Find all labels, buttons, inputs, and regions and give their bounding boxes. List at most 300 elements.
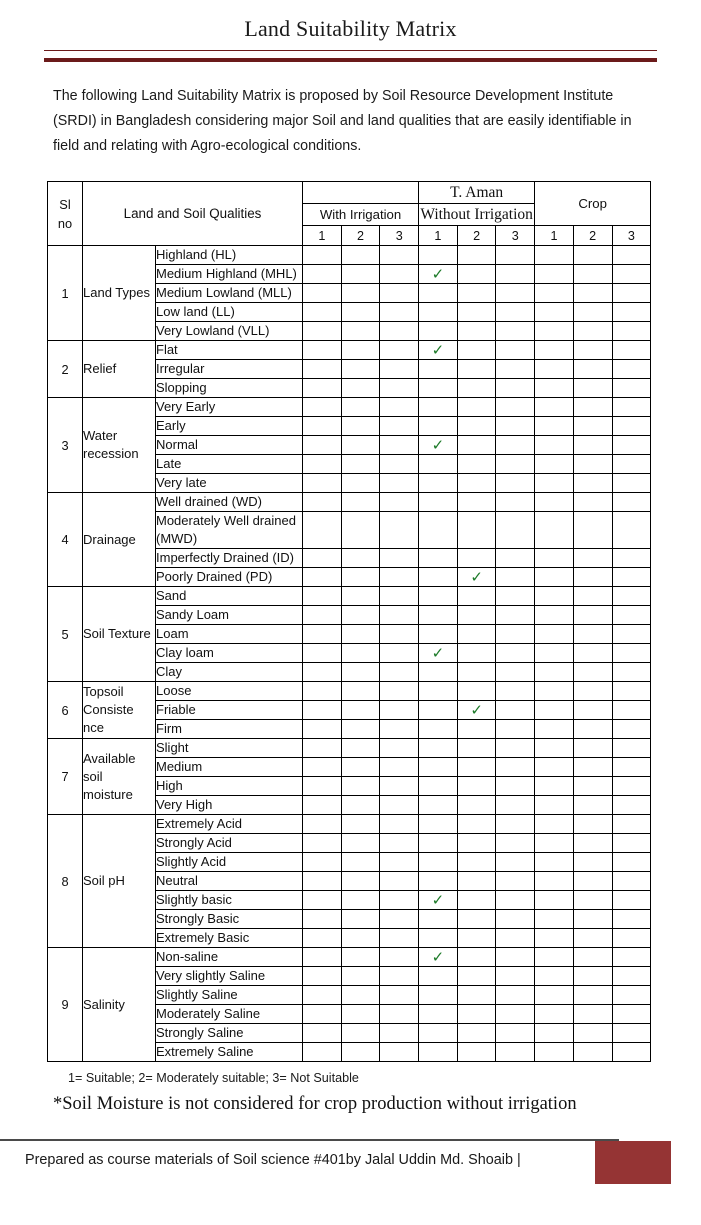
suitability-empty-cell[interactable] (573, 644, 612, 663)
suitability-empty-cell[interactable] (303, 265, 342, 284)
suitability-empty-cell[interactable] (496, 891, 535, 910)
suitability-empty-cell[interactable] (496, 853, 535, 872)
suitability-empty-cell[interactable] (535, 417, 574, 436)
suitability-empty-cell[interactable] (535, 891, 574, 910)
suitability-empty-cell[interactable] (457, 303, 496, 322)
suitability-empty-cell[interactable] (535, 436, 574, 455)
suitability-empty-cell[interactable] (303, 948, 342, 967)
suitability-empty-cell[interactable] (573, 455, 612, 474)
suitability-empty-cell[interactable] (303, 872, 342, 891)
suitability-checkmark-cell[interactable] (457, 701, 496, 720)
suitability-empty-cell[interactable] (612, 663, 651, 682)
suitability-empty-cell[interactable] (573, 303, 612, 322)
suitability-empty-cell[interactable] (573, 436, 612, 455)
suitability-empty-cell[interactable] (612, 606, 651, 625)
suitability-empty-cell[interactable] (457, 474, 496, 493)
suitability-empty-cell[interactable] (341, 986, 380, 1005)
suitability-empty-cell[interactable] (419, 853, 458, 872)
suitability-empty-cell[interactable] (341, 834, 380, 853)
suitability-empty-cell[interactable] (380, 872, 419, 891)
suitability-empty-cell[interactable] (496, 834, 535, 853)
suitability-empty-cell[interactable] (535, 739, 574, 758)
suitability-empty-cell[interactable] (303, 986, 342, 1005)
suitability-empty-cell[interactable] (573, 1005, 612, 1024)
suitability-empty-cell[interactable] (341, 587, 380, 606)
suitability-empty-cell[interactable] (573, 701, 612, 720)
suitability-empty-cell[interactable] (535, 549, 574, 568)
suitability-empty-cell[interactable] (457, 986, 496, 1005)
suitability-empty-cell[interactable] (496, 701, 535, 720)
suitability-empty-cell[interactable] (573, 777, 612, 796)
suitability-empty-cell[interactable] (341, 265, 380, 284)
suitability-empty-cell[interactable] (535, 246, 574, 265)
suitability-empty-cell[interactable] (419, 303, 458, 322)
suitability-empty-cell[interactable] (303, 739, 342, 758)
suitability-empty-cell[interactable] (380, 758, 419, 777)
suitability-empty-cell[interactable] (380, 587, 419, 606)
suitability-empty-cell[interactable] (535, 341, 574, 360)
suitability-empty-cell[interactable] (612, 568, 651, 587)
suitability-empty-cell[interactable] (496, 493, 535, 512)
suitability-empty-cell[interactable] (612, 303, 651, 322)
suitability-empty-cell[interactable] (496, 606, 535, 625)
suitability-empty-cell[interactable] (380, 777, 419, 796)
suitability-empty-cell[interactable] (419, 663, 458, 682)
suitability-empty-cell[interactable] (612, 644, 651, 663)
suitability-empty-cell[interactable] (303, 720, 342, 739)
suitability-empty-cell[interactable] (535, 398, 574, 417)
suitability-empty-cell[interactable] (612, 246, 651, 265)
suitability-empty-cell[interactable] (457, 777, 496, 796)
suitability-empty-cell[interactable] (303, 379, 342, 398)
suitability-empty-cell[interactable] (496, 455, 535, 474)
suitability-empty-cell[interactable] (341, 322, 380, 341)
suitability-empty-cell[interactable] (341, 1024, 380, 1043)
suitability-empty-cell[interactable] (535, 303, 574, 322)
suitability-empty-cell[interactable] (419, 549, 458, 568)
suitability-empty-cell[interactable] (612, 587, 651, 606)
suitability-empty-cell[interactable] (612, 341, 651, 360)
suitability-empty-cell[interactable] (303, 682, 342, 701)
suitability-empty-cell[interactable] (612, 891, 651, 910)
suitability-empty-cell[interactable] (612, 398, 651, 417)
suitability-empty-cell[interactable] (573, 284, 612, 303)
suitability-empty-cell[interactable] (535, 587, 574, 606)
suitability-empty-cell[interactable] (380, 549, 419, 568)
suitability-empty-cell[interactable] (535, 322, 574, 341)
suitability-empty-cell[interactable] (457, 1024, 496, 1043)
suitability-empty-cell[interactable] (573, 929, 612, 948)
suitability-empty-cell[interactable] (535, 284, 574, 303)
suitability-empty-cell[interactable] (573, 360, 612, 379)
suitability-empty-cell[interactable] (380, 322, 419, 341)
suitability-empty-cell[interactable] (496, 474, 535, 493)
suitability-empty-cell[interactable] (457, 796, 496, 815)
suitability-empty-cell[interactable] (303, 417, 342, 436)
suitability-empty-cell[interactable] (496, 644, 535, 663)
suitability-checkmark-cell[interactable] (419, 891, 458, 910)
suitability-empty-cell[interactable] (380, 474, 419, 493)
suitability-empty-cell[interactable] (303, 929, 342, 948)
suitability-empty-cell[interactable] (419, 967, 458, 986)
suitability-empty-cell[interactable] (496, 739, 535, 758)
suitability-empty-cell[interactable] (496, 872, 535, 891)
suitability-checkmark-cell[interactable] (457, 568, 496, 587)
suitability-empty-cell[interactable] (573, 1043, 612, 1062)
suitability-empty-cell[interactable] (612, 493, 651, 512)
suitability-empty-cell[interactable] (496, 322, 535, 341)
suitability-checkmark-cell[interactable] (419, 436, 458, 455)
suitability-empty-cell[interactable] (303, 777, 342, 796)
suitability-empty-cell[interactable] (535, 1024, 574, 1043)
suitability-empty-cell[interactable] (341, 436, 380, 455)
suitability-empty-cell[interactable] (457, 739, 496, 758)
suitability-empty-cell[interactable] (380, 417, 419, 436)
suitability-empty-cell[interactable] (419, 720, 458, 739)
suitability-empty-cell[interactable] (535, 910, 574, 929)
suitability-empty-cell[interactable] (380, 379, 419, 398)
suitability-empty-cell[interactable] (380, 948, 419, 967)
suitability-empty-cell[interactable] (573, 948, 612, 967)
suitability-empty-cell[interactable] (380, 1043, 419, 1062)
suitability-empty-cell[interactable] (380, 606, 419, 625)
suitability-empty-cell[interactable] (341, 701, 380, 720)
suitability-empty-cell[interactable] (612, 777, 651, 796)
suitability-empty-cell[interactable] (419, 986, 458, 1005)
suitability-empty-cell[interactable] (573, 758, 612, 777)
suitability-empty-cell[interactable] (303, 625, 342, 644)
suitability-empty-cell[interactable] (535, 853, 574, 872)
suitability-empty-cell[interactable] (573, 398, 612, 417)
suitability-empty-cell[interactable] (303, 834, 342, 853)
suitability-empty-cell[interactable] (496, 663, 535, 682)
suitability-empty-cell[interactable] (457, 720, 496, 739)
suitability-empty-cell[interactable] (419, 625, 458, 644)
suitability-empty-cell[interactable] (573, 967, 612, 986)
suitability-empty-cell[interactable] (612, 739, 651, 758)
suitability-empty-cell[interactable] (380, 1005, 419, 1024)
suitability-empty-cell[interactable] (573, 512, 612, 549)
suitability-empty-cell[interactable] (380, 910, 419, 929)
suitability-empty-cell[interactable] (341, 246, 380, 265)
suitability-empty-cell[interactable] (380, 682, 419, 701)
suitability-empty-cell[interactable] (380, 815, 419, 834)
suitability-empty-cell[interactable] (496, 986, 535, 1005)
suitability-empty-cell[interactable] (380, 436, 419, 455)
suitability-empty-cell[interactable] (457, 682, 496, 701)
suitability-empty-cell[interactable] (380, 625, 419, 644)
suitability-empty-cell[interactable] (535, 360, 574, 379)
suitability-empty-cell[interactable] (457, 587, 496, 606)
suitability-empty-cell[interactable] (535, 1005, 574, 1024)
suitability-empty-cell[interactable] (419, 474, 458, 493)
suitability-empty-cell[interactable] (380, 568, 419, 587)
suitability-empty-cell[interactable] (303, 512, 342, 549)
suitability-empty-cell[interactable] (303, 910, 342, 929)
suitability-empty-cell[interactable] (341, 606, 380, 625)
suitability-empty-cell[interactable] (612, 322, 651, 341)
suitability-empty-cell[interactable] (457, 948, 496, 967)
suitability-empty-cell[interactable] (496, 417, 535, 436)
suitability-empty-cell[interactable] (496, 379, 535, 398)
suitability-empty-cell[interactable] (303, 436, 342, 455)
suitability-empty-cell[interactable] (457, 493, 496, 512)
suitability-empty-cell[interactable] (380, 284, 419, 303)
suitability-empty-cell[interactable] (612, 436, 651, 455)
suitability-empty-cell[interactable] (457, 872, 496, 891)
suitability-empty-cell[interactable] (535, 872, 574, 891)
suitability-empty-cell[interactable] (496, 948, 535, 967)
suitability-empty-cell[interactable] (496, 1024, 535, 1043)
suitability-empty-cell[interactable] (573, 549, 612, 568)
suitability-empty-cell[interactable] (535, 379, 574, 398)
suitability-empty-cell[interactable] (573, 891, 612, 910)
suitability-empty-cell[interactable] (457, 549, 496, 568)
suitability-empty-cell[interactable] (612, 701, 651, 720)
suitability-empty-cell[interactable] (419, 606, 458, 625)
suitability-empty-cell[interactable] (612, 417, 651, 436)
suitability-empty-cell[interactable] (341, 682, 380, 701)
suitability-empty-cell[interactable] (419, 568, 458, 587)
suitability-empty-cell[interactable] (341, 815, 380, 834)
suitability-empty-cell[interactable] (457, 455, 496, 474)
suitability-empty-cell[interactable] (612, 758, 651, 777)
suitability-empty-cell[interactable] (573, 986, 612, 1005)
suitability-empty-cell[interactable] (341, 853, 380, 872)
suitability-empty-cell[interactable] (535, 568, 574, 587)
suitability-empty-cell[interactable] (303, 360, 342, 379)
suitability-empty-cell[interactable] (303, 474, 342, 493)
suitability-empty-cell[interactable] (303, 322, 342, 341)
suitability-empty-cell[interactable] (496, 549, 535, 568)
suitability-empty-cell[interactable] (419, 379, 458, 398)
suitability-empty-cell[interactable] (457, 606, 496, 625)
suitability-empty-cell[interactable] (341, 1005, 380, 1024)
suitability-empty-cell[interactable] (457, 891, 496, 910)
suitability-empty-cell[interactable] (573, 568, 612, 587)
suitability-empty-cell[interactable] (496, 720, 535, 739)
suitability-empty-cell[interactable] (341, 379, 380, 398)
suitability-empty-cell[interactable] (496, 436, 535, 455)
suitability-empty-cell[interactable] (612, 834, 651, 853)
suitability-empty-cell[interactable] (457, 1005, 496, 1024)
suitability-empty-cell[interactable] (341, 929, 380, 948)
suitability-empty-cell[interactable] (419, 398, 458, 417)
suitability-empty-cell[interactable] (303, 455, 342, 474)
suitability-empty-cell[interactable] (341, 360, 380, 379)
suitability-empty-cell[interactable] (419, 796, 458, 815)
suitability-empty-cell[interactable] (612, 474, 651, 493)
suitability-empty-cell[interactable] (573, 872, 612, 891)
suitability-empty-cell[interactable] (612, 720, 651, 739)
suitability-empty-cell[interactable] (303, 891, 342, 910)
suitability-empty-cell[interactable] (535, 682, 574, 701)
suitability-empty-cell[interactable] (612, 815, 651, 834)
suitability-empty-cell[interactable] (380, 891, 419, 910)
suitability-empty-cell[interactable] (457, 398, 496, 417)
suitability-empty-cell[interactable] (496, 777, 535, 796)
suitability-empty-cell[interactable] (457, 284, 496, 303)
suitability-empty-cell[interactable] (303, 493, 342, 512)
suitability-empty-cell[interactable] (419, 417, 458, 436)
suitability-empty-cell[interactable] (419, 1005, 458, 1024)
suitability-empty-cell[interactable] (496, 284, 535, 303)
suitability-empty-cell[interactable] (573, 796, 612, 815)
suitability-empty-cell[interactable] (535, 663, 574, 682)
suitability-empty-cell[interactable] (419, 929, 458, 948)
suitability-empty-cell[interactable] (457, 512, 496, 549)
suitability-empty-cell[interactable] (380, 986, 419, 1005)
suitability-empty-cell[interactable] (380, 493, 419, 512)
suitability-empty-cell[interactable] (535, 796, 574, 815)
suitability-empty-cell[interactable] (341, 910, 380, 929)
suitability-empty-cell[interactable] (496, 967, 535, 986)
suitability-empty-cell[interactable] (612, 910, 651, 929)
suitability-checkmark-cell[interactable] (419, 948, 458, 967)
suitability-empty-cell[interactable] (612, 1024, 651, 1043)
suitability-empty-cell[interactable] (496, 1043, 535, 1062)
suitability-checkmark-cell[interactable] (419, 265, 458, 284)
suitability-empty-cell[interactable] (573, 720, 612, 739)
suitability-empty-cell[interactable] (341, 568, 380, 587)
suitability-empty-cell[interactable] (303, 701, 342, 720)
suitability-empty-cell[interactable] (341, 720, 380, 739)
suitability-empty-cell[interactable] (535, 777, 574, 796)
suitability-empty-cell[interactable] (380, 967, 419, 986)
suitability-empty-cell[interactable] (303, 1024, 342, 1043)
suitability-empty-cell[interactable] (612, 682, 651, 701)
suitability-empty-cell[interactable] (341, 284, 380, 303)
suitability-empty-cell[interactable] (573, 853, 612, 872)
suitability-empty-cell[interactable] (612, 853, 651, 872)
suitability-empty-cell[interactable] (535, 701, 574, 720)
suitability-empty-cell[interactable] (457, 967, 496, 986)
suitability-empty-cell[interactable] (496, 341, 535, 360)
suitability-empty-cell[interactable] (380, 512, 419, 549)
suitability-empty-cell[interactable] (496, 360, 535, 379)
suitability-empty-cell[interactable] (612, 549, 651, 568)
suitability-empty-cell[interactable] (535, 1043, 574, 1062)
suitability-empty-cell[interactable] (419, 758, 458, 777)
suitability-empty-cell[interactable] (419, 512, 458, 549)
suitability-empty-cell[interactable] (380, 796, 419, 815)
suitability-empty-cell[interactable] (341, 493, 380, 512)
suitability-empty-cell[interactable] (419, 815, 458, 834)
suitability-empty-cell[interactable] (303, 967, 342, 986)
suitability-empty-cell[interactable] (419, 872, 458, 891)
suitability-empty-cell[interactable] (380, 644, 419, 663)
suitability-empty-cell[interactable] (341, 891, 380, 910)
suitability-empty-cell[interactable] (419, 284, 458, 303)
suitability-empty-cell[interactable] (535, 929, 574, 948)
suitability-empty-cell[interactable] (419, 322, 458, 341)
suitability-empty-cell[interactable] (612, 929, 651, 948)
suitability-empty-cell[interactable] (457, 929, 496, 948)
suitability-empty-cell[interactable] (496, 815, 535, 834)
suitability-empty-cell[interactable] (303, 1043, 342, 1062)
suitability-empty-cell[interactable] (612, 796, 651, 815)
suitability-empty-cell[interactable] (573, 910, 612, 929)
suitability-checkmark-cell[interactable] (419, 644, 458, 663)
suitability-empty-cell[interactable] (380, 739, 419, 758)
suitability-empty-cell[interactable] (457, 644, 496, 663)
suitability-empty-cell[interactable] (341, 1043, 380, 1062)
suitability-empty-cell[interactable] (341, 777, 380, 796)
suitability-empty-cell[interactable] (341, 512, 380, 549)
suitability-empty-cell[interactable] (380, 853, 419, 872)
suitability-empty-cell[interactable] (303, 568, 342, 587)
suitability-empty-cell[interactable] (380, 663, 419, 682)
suitability-empty-cell[interactable] (612, 284, 651, 303)
suitability-empty-cell[interactable] (341, 455, 380, 474)
suitability-empty-cell[interactable] (457, 322, 496, 341)
suitability-empty-cell[interactable] (612, 455, 651, 474)
suitability-empty-cell[interactable] (380, 1024, 419, 1043)
suitability-empty-cell[interactable] (573, 493, 612, 512)
suitability-empty-cell[interactable] (573, 341, 612, 360)
suitability-empty-cell[interactable] (573, 815, 612, 834)
suitability-empty-cell[interactable] (341, 341, 380, 360)
suitability-empty-cell[interactable] (341, 796, 380, 815)
suitability-empty-cell[interactable] (573, 834, 612, 853)
suitability-empty-cell[interactable] (612, 1005, 651, 1024)
suitability-empty-cell[interactable] (380, 929, 419, 948)
suitability-empty-cell[interactable] (496, 1005, 535, 1024)
suitability-empty-cell[interactable] (496, 682, 535, 701)
suitability-empty-cell[interactable] (341, 872, 380, 891)
suitability-empty-cell[interactable] (457, 853, 496, 872)
suitability-empty-cell[interactable] (457, 663, 496, 682)
suitability-empty-cell[interactable] (535, 834, 574, 853)
suitability-empty-cell[interactable] (419, 493, 458, 512)
suitability-empty-cell[interactable] (573, 417, 612, 436)
suitability-empty-cell[interactable] (419, 739, 458, 758)
suitability-empty-cell[interactable] (535, 815, 574, 834)
suitability-empty-cell[interactable] (573, 1024, 612, 1043)
suitability-checkmark-cell[interactable] (419, 341, 458, 360)
suitability-empty-cell[interactable] (303, 663, 342, 682)
suitability-empty-cell[interactable] (341, 417, 380, 436)
suitability-empty-cell[interactable] (496, 910, 535, 929)
suitability-empty-cell[interactable] (496, 796, 535, 815)
suitability-empty-cell[interactable] (457, 625, 496, 644)
suitability-empty-cell[interactable] (341, 398, 380, 417)
suitability-empty-cell[interactable] (612, 360, 651, 379)
suitability-empty-cell[interactable] (535, 455, 574, 474)
suitability-empty-cell[interactable] (419, 834, 458, 853)
suitability-empty-cell[interactable] (457, 815, 496, 834)
suitability-empty-cell[interactable] (303, 587, 342, 606)
suitability-empty-cell[interactable] (457, 341, 496, 360)
suitability-empty-cell[interactable] (573, 606, 612, 625)
suitability-empty-cell[interactable] (535, 758, 574, 777)
suitability-empty-cell[interactable] (419, 1043, 458, 1062)
suitability-empty-cell[interactable] (303, 303, 342, 322)
suitability-empty-cell[interactable] (457, 379, 496, 398)
suitability-empty-cell[interactable] (496, 929, 535, 948)
suitability-empty-cell[interactable] (573, 379, 612, 398)
suitability-empty-cell[interactable] (535, 720, 574, 739)
suitability-empty-cell[interactable] (496, 758, 535, 777)
suitability-empty-cell[interactable] (573, 682, 612, 701)
suitability-empty-cell[interactable] (380, 720, 419, 739)
suitability-empty-cell[interactable] (380, 303, 419, 322)
suitability-empty-cell[interactable] (535, 625, 574, 644)
suitability-empty-cell[interactable] (496, 398, 535, 417)
suitability-empty-cell[interactable] (612, 986, 651, 1005)
suitability-empty-cell[interactable] (419, 1024, 458, 1043)
suitability-empty-cell[interactable] (612, 512, 651, 549)
